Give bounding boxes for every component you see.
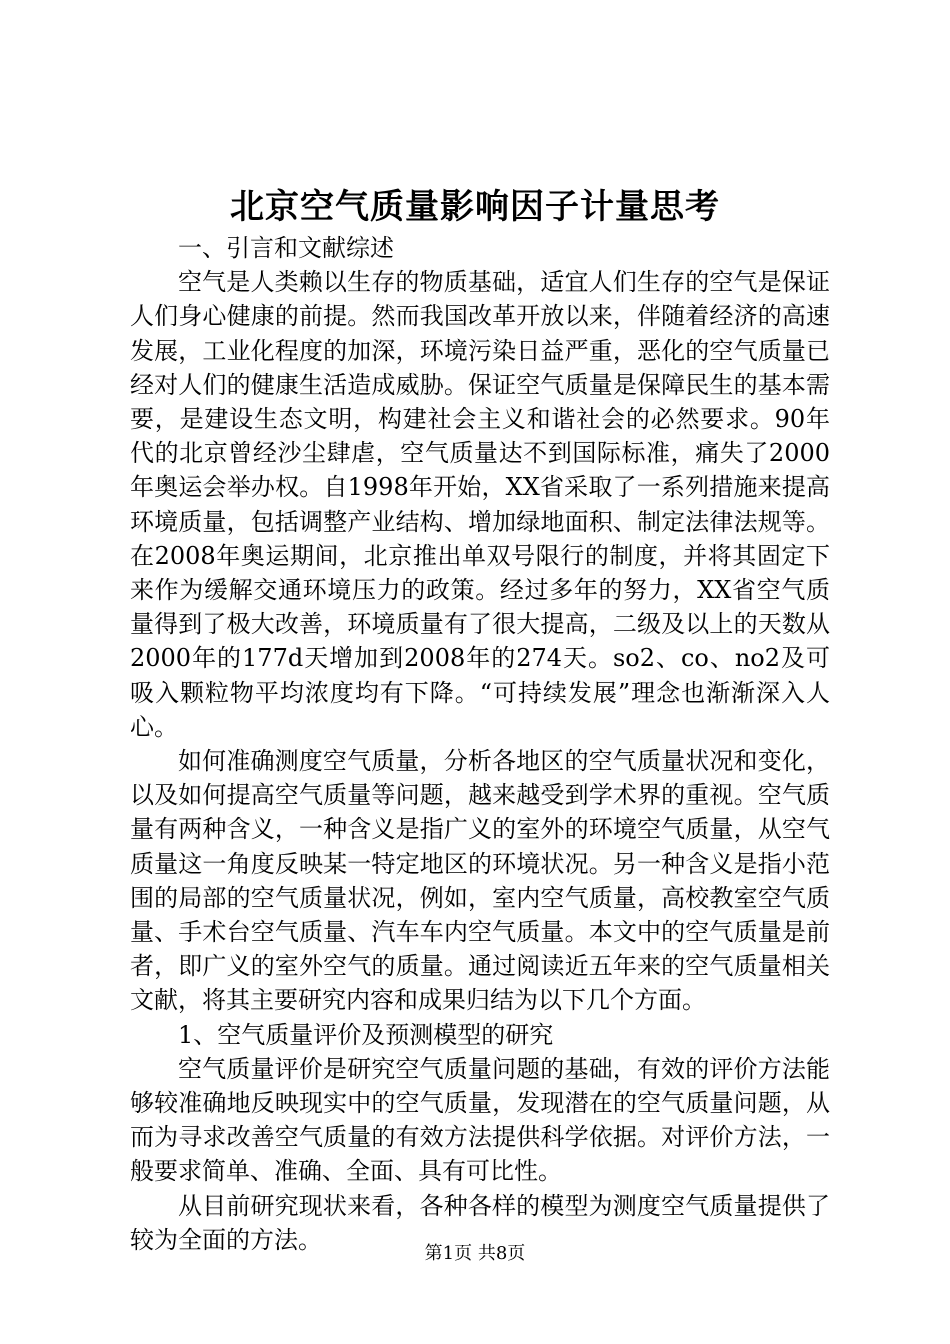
subsection-heading: 1、空气质量评价及预测模型的研究 [178, 1020, 554, 1049]
body-paragraph: 空气是人类赖以生存的物质基础，适宜人们生存的空气是保证人们身心健康的前提。然而我国改革开放以来，伴随着经济的高速发展，工业化程度的加深，环境污染日益严重，恶化的空气质量已经对人们的健康生活造成威胁。保证空气质量是保障民生的基本需要，是建设生态文明，构建社会主义和谐社会的必然要求。90年代的北京曾经沙尘肆虐，空气质量达不到国际标准，痛失了2000年奥运会举办权。自1998年开始，XX省采取了一系列措施来提高环境质量，包括调整产业结构、增加绿地面积、制定法律法规等。在2008年奥运期间，北京推出单双号限行的制度，并将其固定下来作为缓解交通环境压力的政策。经过多年的努力，XX省空气质量得到了极大改善，环境质量有了很大提高，二级及以上的天数从2000年的177d天增加到2008年的274天。so2、co、no2及可吸入颗粒物平均浓度均有下降。“可持续发展”理念也渐渐深入人心。 [130, 268, 830, 741]
document-title: 北京空气质量影响因子计量思考 [230, 187, 720, 227]
body-paragraph: 从目前研究现状来看，各种各样的模型为测度空气质量提供了较为全面的方法。 [130, 1191, 830, 1254]
body-paragraph: 空气质量评价是研究空气质量问题的基础，有效的评价方法能够较准确地反映现实中的空气质量，发现潜在的空气质量问题，从而为寻求改善空气质量的有效方法提供科学依据。对评价方法，一般要求简单、准确、全面、具有可比性。 [130, 1054, 830, 1186]
section-heading: 一、引言和文献综述 [178, 234, 394, 262]
body-paragraph: 如何准确测度空气质量，分析各地区的空气质量状况和变化，以及如何提高空气质量等问题，越来越受到学术界的重视。空气质量有两种含义，一种含义是指广义的室外的环境空气质量，从空气质量这一角度反映某一特定地区的环境状况。另一种含义是指小范围的局部的空气质量状况，例如，室内空气质量，高校教室空气质量、手术台空气质量、汽车车内空气质量。本文中的空气质量是前者，即广义的室外空气的质量。通过阅读近五年来的空气质量相关文献，将其主要研究内容和成果归结为以下几个方面。 [130, 747, 830, 1015]
document-body [130, 231, 830, 1257]
page-footer: 第1页 共8页 [424, 1243, 526, 1264]
